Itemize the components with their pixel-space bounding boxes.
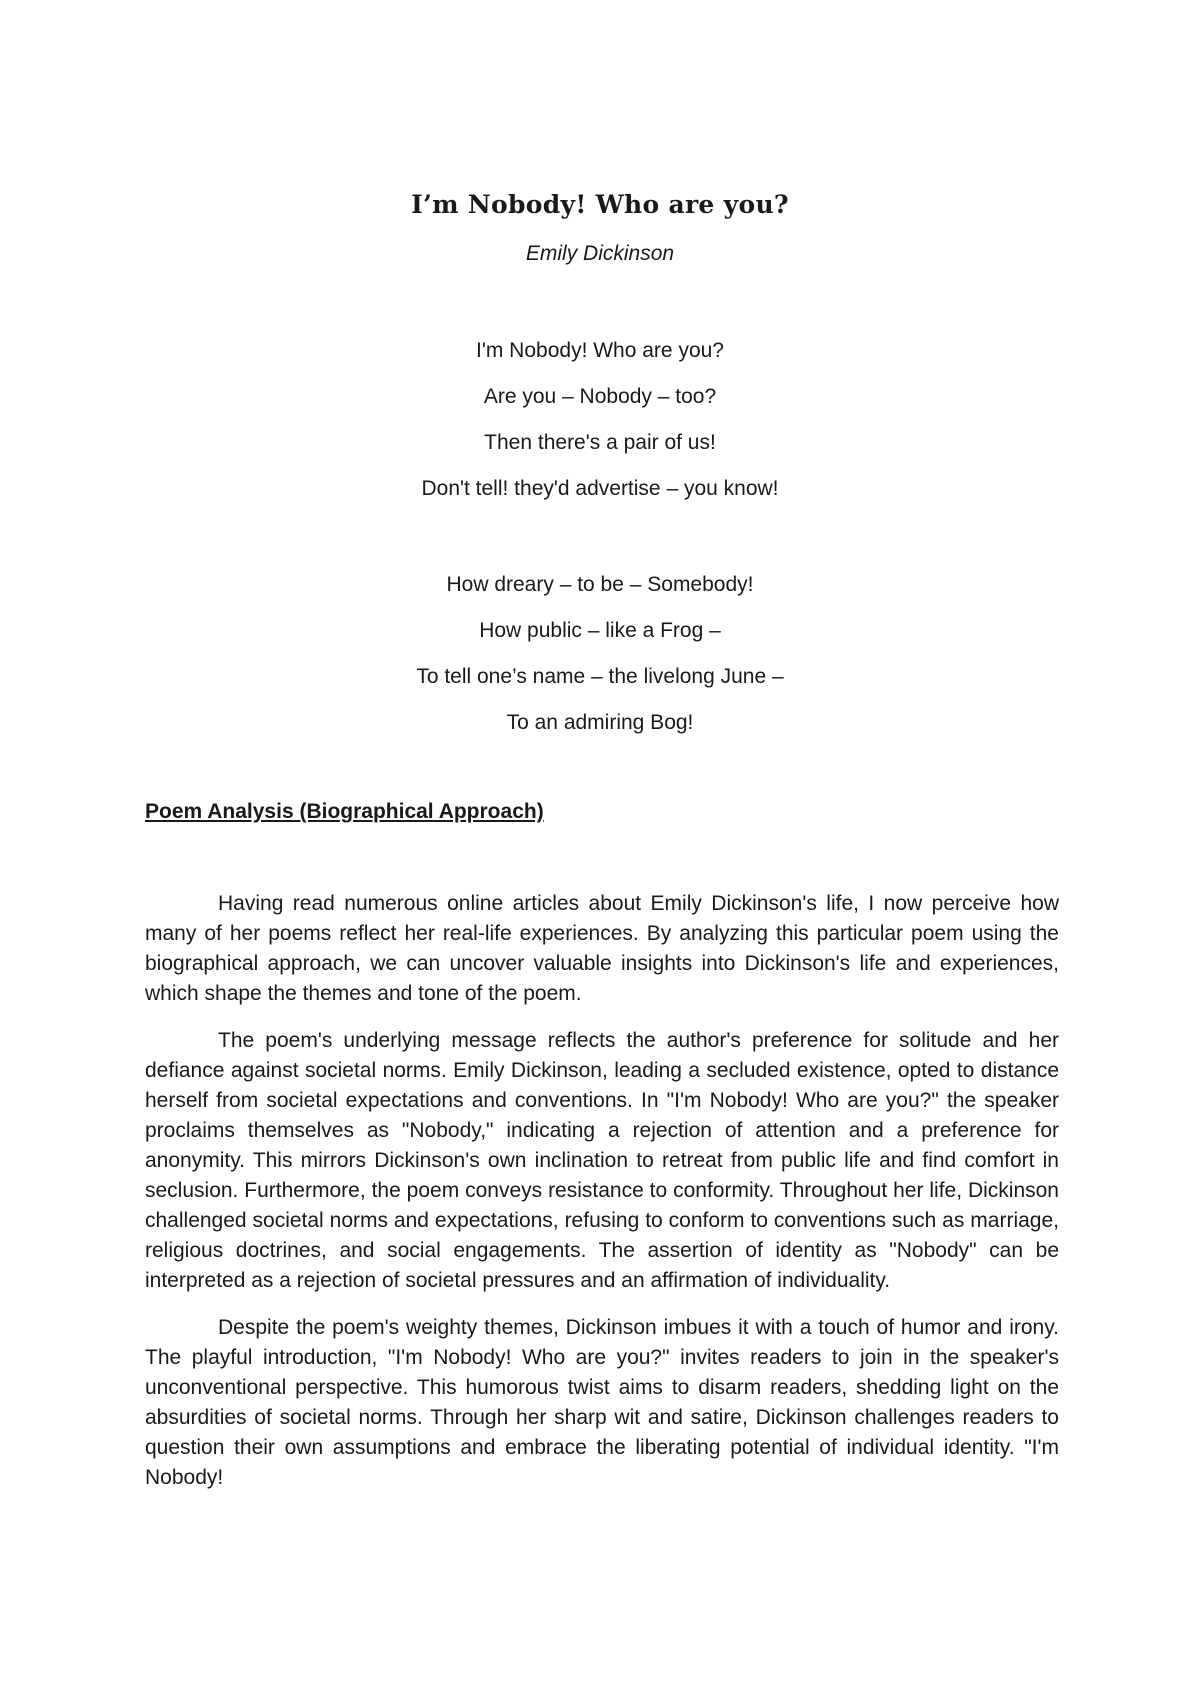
poem-line: Are you – Nobody – too? bbox=[483, 385, 717, 408]
poem-line: I'm Nobody! Who are you? bbox=[476, 339, 724, 362]
poem-author: Emily Dickinson bbox=[525, 242, 675, 265]
analysis-paragraph: Despite the poem's weighty themes, Dickinson imbues it with a touch of humor and irony. The playful introduction, "I'm Nobody! Who are you?" invites readers to join in the speaker's unconventional perspective. This humorous twist aims to disarm readers, shedding light on the absurdities of societal norms. Through her sharp wit and satire, Dickinson challenges readers to question their own assumptions and embrace the liberating potential of individual identity. "I'm Nobody! bbox=[145, 1316, 1059, 1489]
analysis-heading: Poem Analysis (Biographical Approach) bbox=[145, 800, 544, 823]
poem-line: Don't tell! they'd advertise – you know! bbox=[421, 477, 779, 500]
poem-line: Then there's a pair of us! bbox=[484, 431, 716, 454]
poem-line: How public – like a Frog – bbox=[479, 619, 721, 642]
poem-line: How dreary – to be – Somebody! bbox=[446, 573, 754, 596]
poem-line: To tell one’s name – the livelong June – bbox=[416, 665, 784, 688]
analysis-body bbox=[145, 889, 1059, 1510]
poem-stanza-1 bbox=[0, 328, 1200, 512]
analysis-paragraph: Having read numerous online articles about Emily Dickinson's life, I now perceive how many of her poems reflect her real-life experiences. By analyzing this particular poem using the biographical approach, we can uncover valuable insights into Dickinson's life and experiences, which shape the themes and tone of the poem. bbox=[145, 892, 1059, 1005]
poem-stanza-2 bbox=[0, 562, 1200, 746]
poem-title: I’m Nobody! Who are you? bbox=[411, 190, 789, 219]
poem-line: To an admiring Bog! bbox=[506, 711, 694, 734]
analysis-paragraph: The poem's underlying message reflects the author's preference for solitude and her defiance against societal norms. Emily Dickinson, leading a secluded existence, opted to distance herself from societal expectations and conventions. In "I'm Nobody! Who are you?" the speaker proclaims themselves as "Nobody," indicating a rejection of attention and a preference for anonymity. This mirrors Dickinson's own inclination to retreat from public life and find comfort in seclusion. Furthermore, the poem conveys resistance to conformity. Throughout her life, Dickinson challenged societal norms and expectations, refusing to conform to conventions such as marriage, religious doctrines, and social engagements. The assertion of identity as "Nobody" can be interpreted as a rejection of societal pressures and an affirmation of individuality. bbox=[145, 1029, 1059, 1292]
